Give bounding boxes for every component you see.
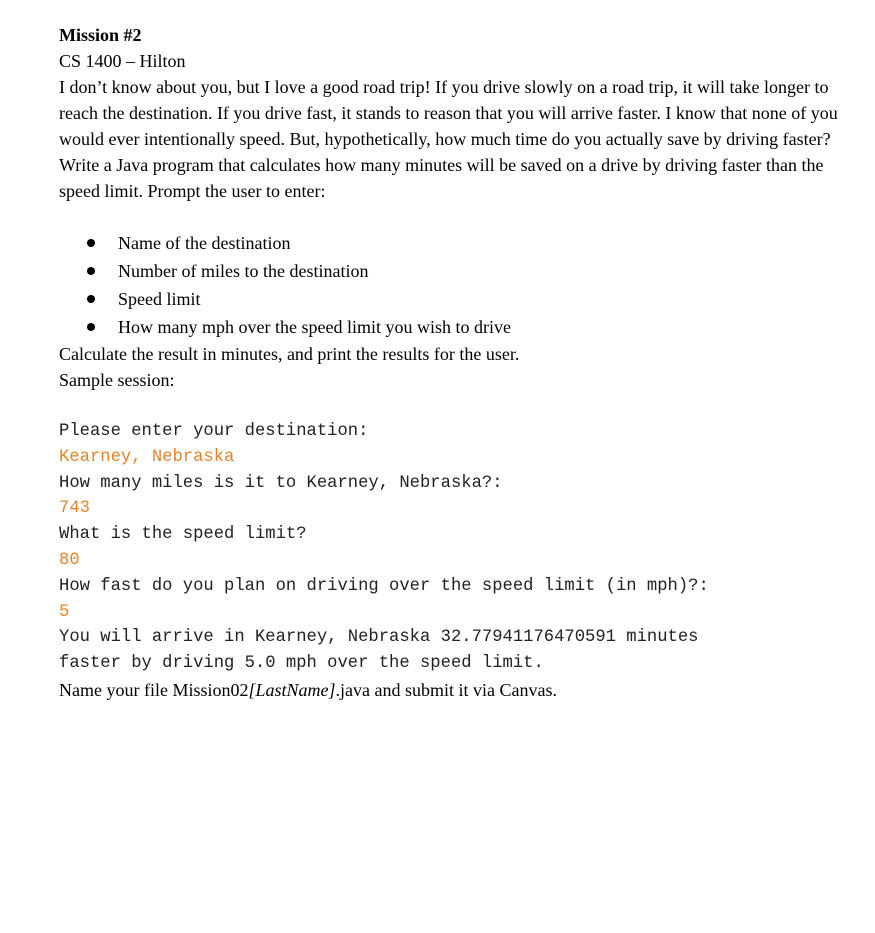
course-subtitle: CS 1400 – Hilton: [59, 51, 186, 71]
list-item: [87, 257, 839, 285]
session-result-line-1: You will arrive in Kearney, Nebraska 32.77941176470591 minutes: [59, 628, 699, 648]
session-input-over-limit: 5: [59, 602, 70, 622]
filename-suffix: .java and submit it via Canvas.: [335, 679, 557, 700]
session-input-miles: 743: [59, 499, 90, 519]
calc-instruction: Calculate the result in minutes, and print the results for the user.: [59, 344, 520, 364]
list-item: [87, 313, 839, 341]
session-input-speed-limit: 80: [59, 550, 80, 570]
list-item-label: How many mph over the speed limit you wish to drive: [118, 317, 511, 337]
session-prompt-destination: Please enter your destination:: [59, 422, 369, 441]
list-item-label: Name of the destination: [118, 233, 291, 253]
list-item-label: Number of miles to the destination: [118, 261, 369, 281]
session-result-line-2: faster by driving 5.0 mph over the speed limit.: [59, 654, 544, 674]
bullet-icon: [87, 323, 95, 331]
session-prompt-speed-limit: What is the speed limit?: [59, 525, 307, 545]
list-item: [87, 229, 839, 257]
page-title: Mission #2: [59, 25, 142, 45]
session-prompt-miles: How many miles is it to Kearney, Nebraska?:: [59, 473, 503, 493]
filename-lastname: [LastName]: [248, 679, 336, 700]
document-page: [59, 22, 839, 703]
bullet-icon: [87, 239, 95, 247]
session-prompt-over-limit: How fast do you plan on driving over the speed limit (in mph)?:: [59, 576, 709, 596]
filename-prefix: Name your file Mission02: [59, 679, 249, 700]
prompt-list: [59, 229, 839, 341]
bullet-icon: [87, 295, 95, 303]
session-input-destination: Kearney, Nebraska: [59, 447, 235, 467]
intro-paragraph: I don’t know about you, but I love a good road trip! If you drive slowly on a road trip, it will take longer to reach the destination. If you drive fast, it stands to reason that you will arrive faster. I know that none of you would ever intentionally speed. But, hypothetically, how much time do you actually save by driving faster?: [59, 77, 838, 149]
sample-session-label: Sample session:: [59, 370, 175, 390]
list-item: [87, 285, 839, 313]
task-paragraph: Write a Java program that calculates how many minutes will be saved on a drive by driving faster than the speed limit. Prompt the user to enter:: [59, 155, 824, 201]
bullet-icon: [87, 267, 95, 275]
sample-session: [59, 419, 839, 677]
submission-instruction: [59, 677, 839, 703]
list-item-label: Speed limit: [118, 289, 201, 309]
